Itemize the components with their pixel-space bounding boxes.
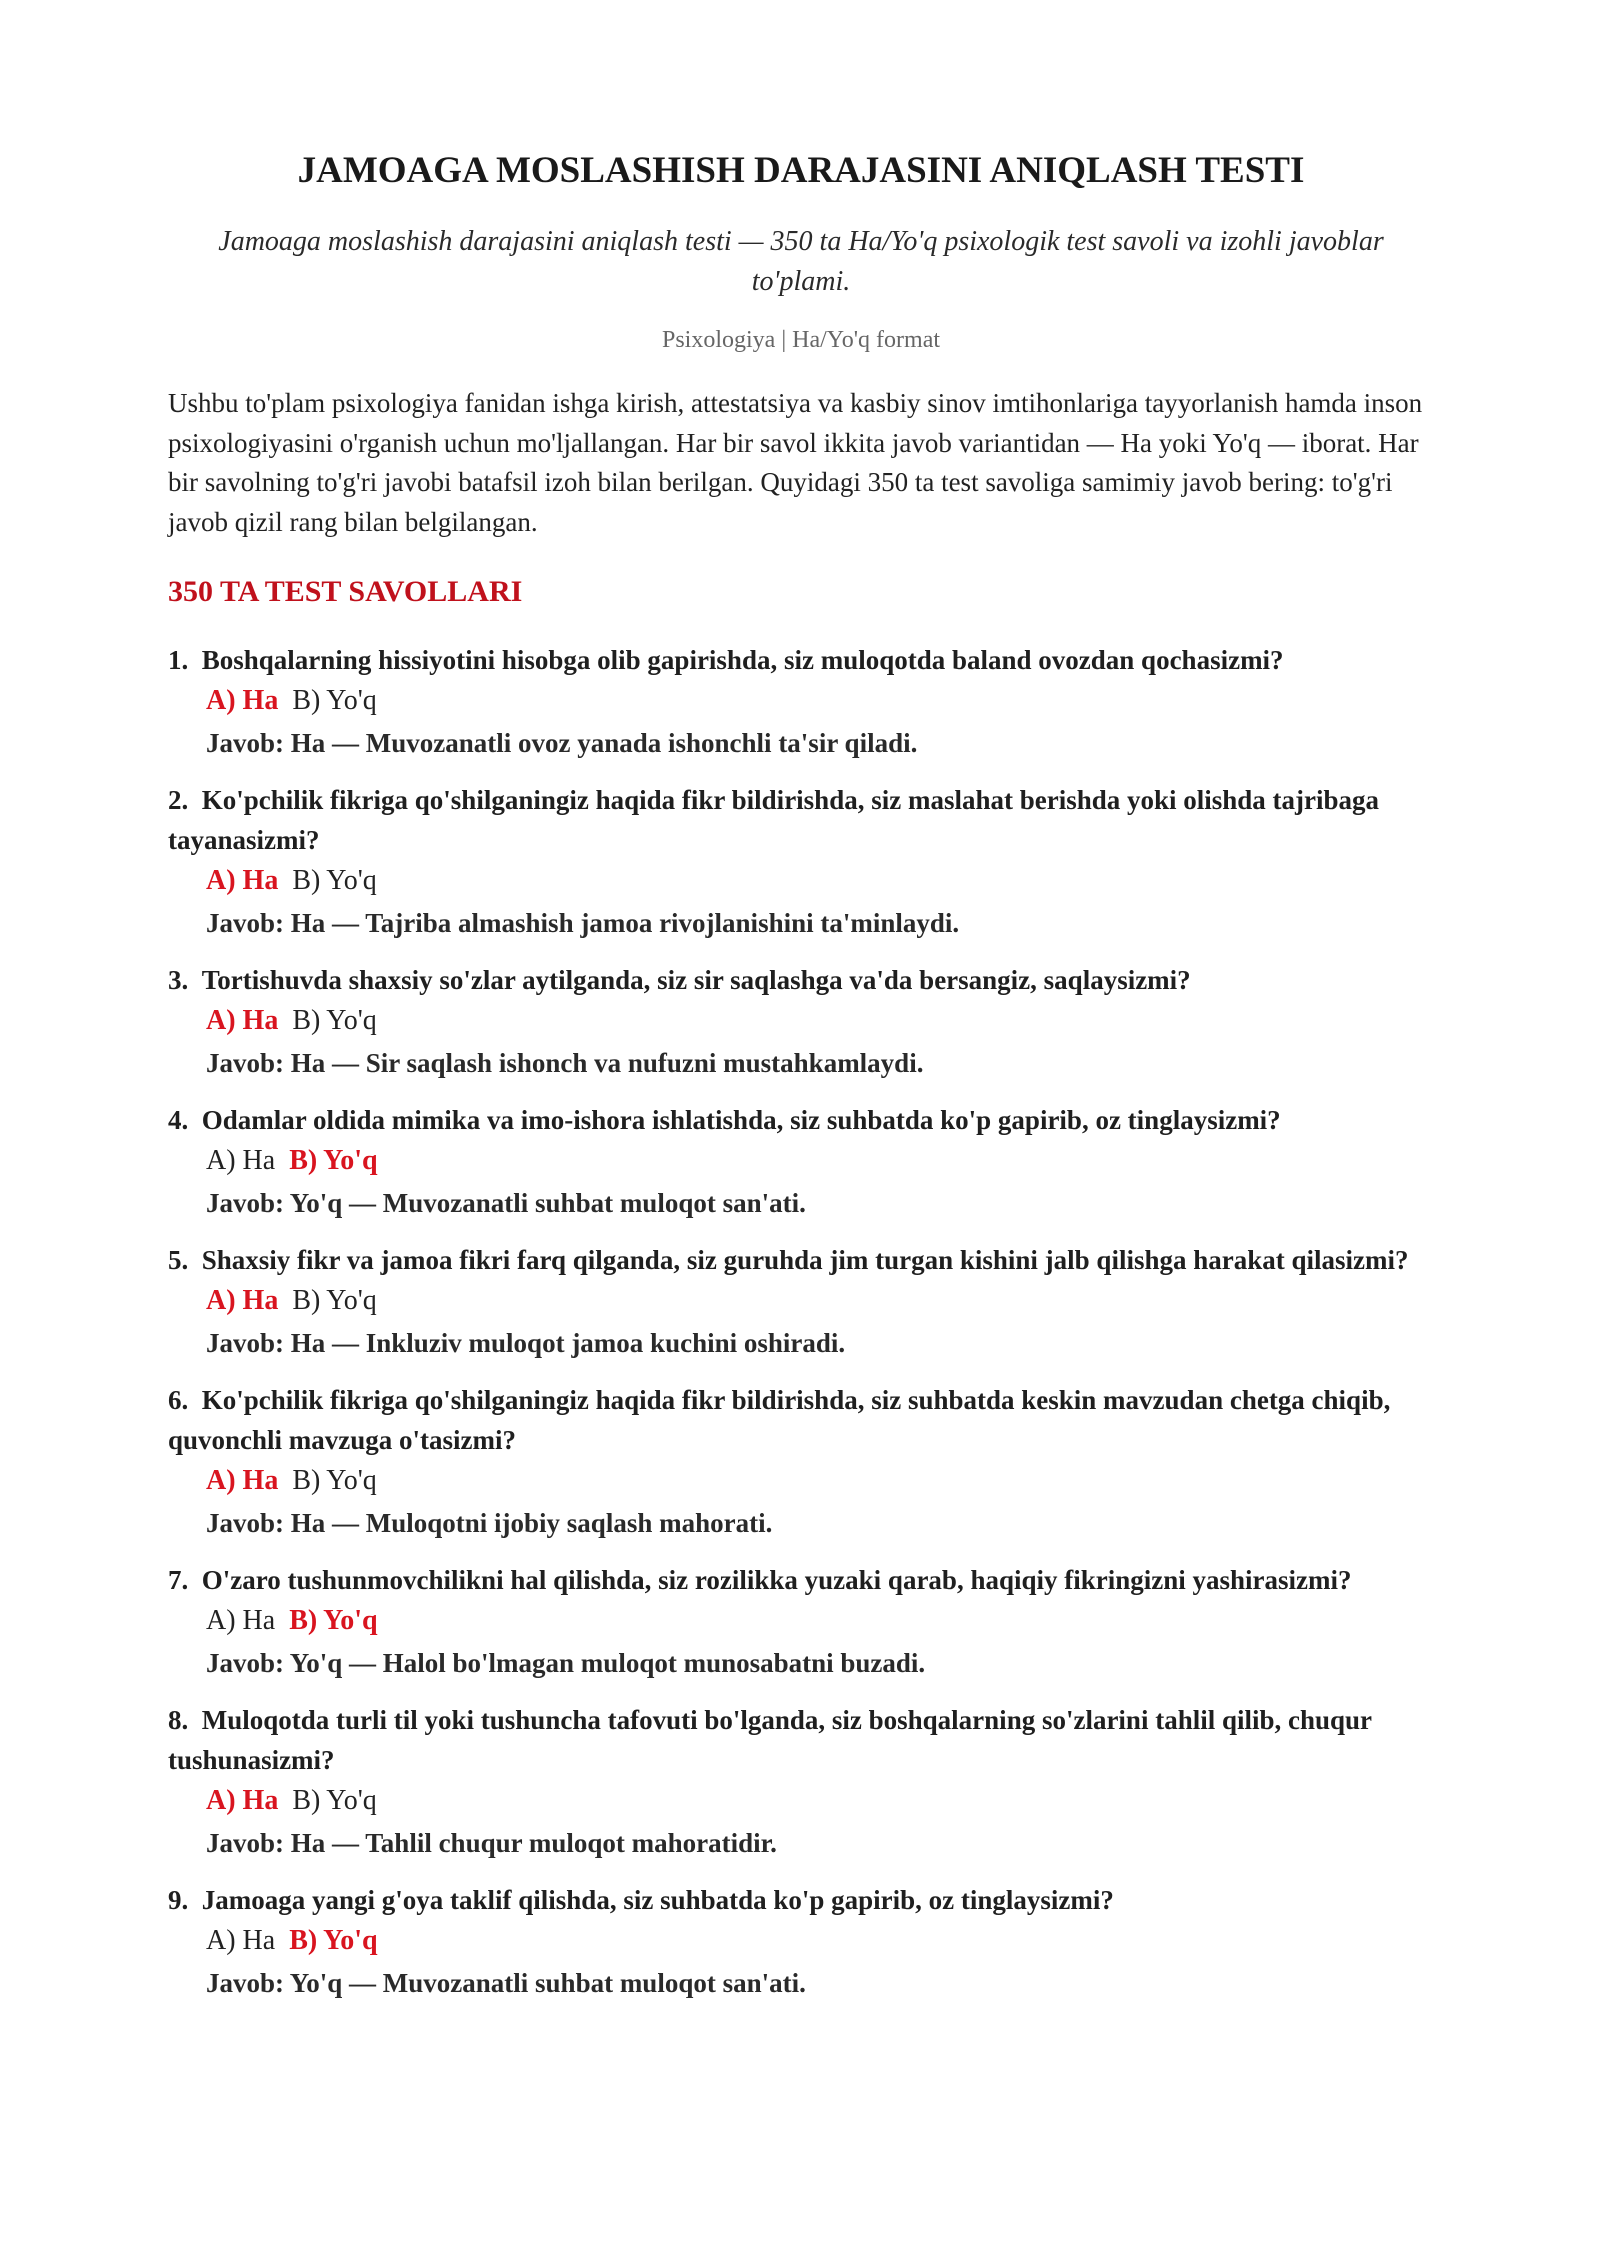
intro-paragraph: Ushbu to'plam psixologiya fanidan ishga kirish, attestatsiya va kasbiy sinov imtihonlariga tayyorlanish hamda inson psixologiyasini o'rganish uchun mo'ljallangan. Har bir savol ikkita javob variantidan — Ha yoki Yo'q — iborat. Har bir savolning to'g'ri javobi batafsil izoh bilan berilgan. Quyidagi 350 ta test savoliga samimiy javob bering: to'g'ri javob qizil rang bilan belgilangan. [168, 388, 1423, 537]
option-b[interactable]: B) Yo'q [292, 1465, 377, 1496]
answer-explanation: Javob: Ha — Tahlil chuqur muloqot mahoratidir. [206, 1828, 777, 1858]
options-row [206, 1920, 1434, 1962]
question-list [168, 640, 1434, 2004]
question-text [168, 640, 1434, 680]
question-item [168, 1240, 1434, 1364]
question-number: 2. [168, 785, 189, 815]
question-body: Ko'pchilik fikriga qo'shilganingiz haqida fikr bildirishda, siz maslahat berishda yoki olishda tajribaga tayanasizmi? [168, 785, 1380, 855]
answer-explanation: Javob: Ha — Sir saqlash ishonch va nufuzni mustahkamlaydi. [206, 1048, 924, 1078]
options-row [206, 680, 1434, 722]
question-body: Jamoaga yangi g'oya taklif qilishda, siz suhbatda ko'p gapirib, oz tinglaysizmi? [201, 1885, 1114, 1915]
option-a[interactable]: A) Ha [206, 1925, 276, 1956]
question-number: 1. [168, 645, 189, 675]
document-subtitle: Jamoaga moslashish darajasini aniqlash testi — 350 ta Ha/Yo'q psixologik test savoli va izohli javoblar to'plami. [218, 226, 1384, 297]
answer-explanation: Javob: Ha — Tajriba almashish jamoa rivojlanishini ta'minlaydi. [206, 908, 960, 938]
section-heading: 350 TA TEST SAVOLLARI [168, 575, 523, 608]
options-row [206, 1600, 1434, 1642]
question-body: Muloqotda turli til yoki tushuncha tafovuti bo'lganda, siz boshqalarning so'zlarini tahlil qilib, chuqur tushunasizmi? [168, 1705, 1372, 1775]
question-text [168, 1700, 1434, 1780]
document-title: JAMOAGA MOSLASHISH DARAJASINI ANIQLASH TESTI [297, 150, 1305, 191]
question-text [168, 960, 1434, 1000]
question-text [168, 1240, 1434, 1280]
answer-explanation: Javob: Ha — Muvozanatli ovoz yanada ishonchli ta'sir qiladi. [206, 728, 918, 758]
option-b[interactable]: B) Yo'q [292, 685, 377, 716]
options-row [206, 1460, 1434, 1502]
question-body: Ko'pchilik fikriga qo'shilganingiz haqida fikr bildirishda, siz suhbatda keskin mavzudan chetga chiqib, quvonchli mavzuga o'tasizmi? [168, 1385, 1391, 1455]
option-a[interactable]: A) Ha [206, 1005, 279, 1036]
options-row [206, 1780, 1434, 1822]
question-item [168, 960, 1434, 1084]
question-item [168, 780, 1434, 944]
question-text [168, 1380, 1434, 1460]
question-text [168, 1100, 1434, 1140]
options-row [206, 860, 1434, 902]
option-a[interactable]: A) Ha [206, 865, 279, 896]
option-a[interactable]: A) Ha [206, 685, 279, 716]
answer-explanation: Javob: Yo'q — Muvozanatli suhbat muloqot san'ati. [206, 1968, 806, 1998]
option-b[interactable]: B) Yo'q [292, 1285, 377, 1316]
question-text [168, 1560, 1434, 1600]
question-number: 4. [168, 1105, 189, 1135]
question-body: O'zaro tushunmovchilikni hal qilishda, siz rozilikka yuzaki qarab, haqiqiy fikringizni yashirasizmi? [201, 1565, 1352, 1595]
question-item [168, 640, 1434, 764]
question-item [168, 1100, 1434, 1224]
question-body: Shaxsiy fikr va jamoa fikri farq qilganda, siz guruhda jim turgan kishini jalb qilishga harakat qilasizmi? [201, 1245, 1409, 1275]
question-body: Tortishuvda shaxsiy so'zlar aytilganda, siz sir saqlashga va'da bersangiz, saqlaysizmi? [201, 965, 1191, 995]
question-text [168, 780, 1434, 860]
question-item [168, 1380, 1434, 1544]
question-item [168, 1700, 1434, 1864]
question-item [168, 1560, 1434, 1684]
answer-explanation: Javob: Ha — Muloqotni ijobiy saqlash mahorati. [206, 1508, 773, 1538]
option-a[interactable]: A) Ha [206, 1465, 279, 1496]
option-b[interactable]: B) Yo'q [292, 1005, 377, 1036]
options-row [206, 1280, 1434, 1322]
answer-explanation: Javob: Ha — Inkluziv muloqot jamoa kuchini oshiradi. [206, 1328, 846, 1358]
option-a[interactable]: A) Ha [206, 1605, 276, 1636]
question-number: 3. [168, 965, 189, 995]
option-a[interactable]: A) Ha [206, 1785, 279, 1816]
question-number: 9. [168, 1885, 189, 1915]
question-number: 7. [168, 1565, 189, 1595]
question-number: 5. [168, 1245, 189, 1275]
options-row [206, 1140, 1434, 1182]
option-b[interactable]: B) Yo'q [292, 1785, 377, 1816]
category-line: Psixologiya | Ha/Yo'q format [661, 327, 941, 353]
options-row [206, 1000, 1434, 1042]
answer-explanation: Javob: Yo'q — Muvozanatli suhbat muloqot san'ati. [206, 1188, 806, 1218]
question-body: Boshqalarning hissiyotini hisobga olib gapirishda, siz muloqotda baland ovozdan qochasizmi? [201, 645, 1284, 675]
option-a[interactable]: A) Ha [206, 1145, 276, 1176]
question-body: Odamlar oldida mimika va imo-ishora ishlatishda, siz suhbatda ko'p gapirib, oz tinglaysizmi? [201, 1105, 1281, 1135]
option-b[interactable]: B) Yo'q [289, 1145, 378, 1176]
question-item [168, 1880, 1434, 2004]
question-number: 8. [168, 1705, 189, 1735]
option-b[interactable]: B) Yo'q [289, 1925, 378, 1956]
option-b[interactable]: B) Yo'q [289, 1605, 378, 1636]
question-text [168, 1880, 1434, 1920]
option-b[interactable]: B) Yo'q [292, 865, 377, 896]
answer-explanation: Javob: Yo'q — Halol bo'lmagan muloqot munosabatni buzadi. [206, 1648, 926, 1678]
option-a[interactable]: A) Ha [206, 1285, 279, 1316]
question-number: 6. [168, 1385, 189, 1415]
